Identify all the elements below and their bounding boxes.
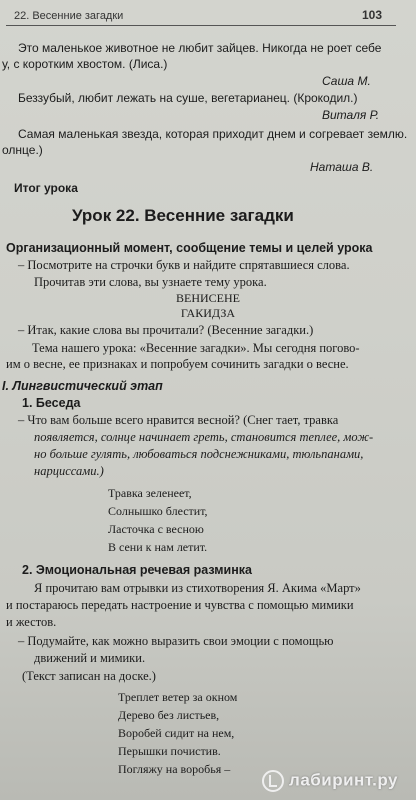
warmup-line-1: Я прочитаю вам отрывки из стихотворения Я. Акима «Март» — [34, 581, 361, 595]
riddle-3-line-2: олнце.) — [2, 143, 43, 157]
think-line-1: – Подумайте, как можно выразить свои эмоции с помощью — [18, 634, 334, 648]
question-line: – Итак, какие слова вы прочитали? (Весенние загадки.) — [18, 323, 314, 337]
labirint-logo-icon — [262, 770, 284, 792]
march-poem — [118, 688, 237, 778]
poem-line: Дерево без листьев, — [118, 708, 220, 722]
stage-heading: I. Лингвистический этап — [2, 379, 163, 393]
poem-line: Ласточка с весною — [108, 522, 204, 536]
org-paragraph-1: – Посмотрите на строчки букв и найдите спрятавшиеся слова. — [18, 258, 350, 272]
riddle-1-line-1: Это маленькое животное не любит зайцев. Никогда не роет себе — [18, 41, 382, 55]
summary-heading: Итог урока — [14, 181, 78, 195]
riddle-1-author: Саша М. — [322, 74, 371, 88]
conversation-line-3: но больше гулять, любоваться подснежниками, тюльпанами, — [34, 447, 364, 461]
think-line-2: движений и мимики. — [34, 651, 146, 665]
watermark-text: лабиринт.ру — [289, 770, 398, 790]
scramble-line-2: ГАКИДЗА — [180, 306, 236, 320]
poem-line: В сени к нам летит. — [108, 540, 208, 554]
conversation-line-4: нарциссами.) — [34, 464, 104, 478]
conversation-line-2: появляется, солнце начинает греть, становится теплее, мож- — [34, 430, 374, 444]
warmup-line-2: и постараюсь передать настроение и чувства с помощью мимики — [6, 598, 354, 612]
org-heading: Организационный момент, сообщение темы и целей урока — [6, 241, 373, 255]
lesson-title: Урок 22. Весенние загадки — [72, 206, 294, 225]
running-title: 22. Весенние загадки — [14, 10, 124, 22]
page-number: 103 — [361, 8, 382, 22]
poem-line: Солнышко блестит, — [108, 504, 208, 518]
header-rule — [6, 25, 396, 26]
riddle-2-line-1: Беззубый, любит лежать на суше, вегетарианец. (Крокодил.) — [18, 91, 358, 105]
watermark-logo — [262, 770, 398, 792]
poem-line: Погляжу на воробья – — [118, 762, 231, 776]
page-header — [0, 8, 416, 26]
board-note: (Текст записан на доске.) — [22, 669, 156, 683]
warmup-line-3: и жестов. — [6, 615, 57, 629]
warmup-heading: 2. Эмоциональная речевая разминка — [22, 563, 252, 577]
topic-line-2: им о весне, ее признаках и попробуем сочинить загадки о весне. — [6, 357, 349, 371]
topic-line-1: Тема нашего урока: «Весенние загадки». Мы сегодня погово- — [32, 341, 360, 355]
poem-line: Воробей сидит на нем, — [118, 726, 235, 740]
conversation-heading: 1. Беседа — [22, 396, 81, 410]
scramble-line-1: ВЕНИСЕНЕ — [176, 291, 240, 305]
conversation-line-1: – Что вам больше всего нравится весной? (Снег тает, травка — [18, 413, 339, 427]
riddle-1-line-2: у, с коротким хвостом. (Лиса.) — [2, 57, 168, 71]
riddle-3-line-1: Самая маленькая звезда, которая приходит днем и согревает землю. — [18, 127, 408, 141]
poem-line: Треплет ветер за окном — [118, 690, 238, 704]
riddle-3-author: Наташа В. — [310, 160, 374, 174]
org-paragraph-2: Прочитав эти слова, вы узнаете тему урока. — [34, 275, 267, 289]
spring-poem — [108, 484, 208, 556]
poem-line: Травка зеленеет, — [108, 486, 192, 500]
riddle-2-author: Виталя Р. — [322, 108, 380, 122]
poem-line: Перышки почистив. — [118, 744, 221, 758]
